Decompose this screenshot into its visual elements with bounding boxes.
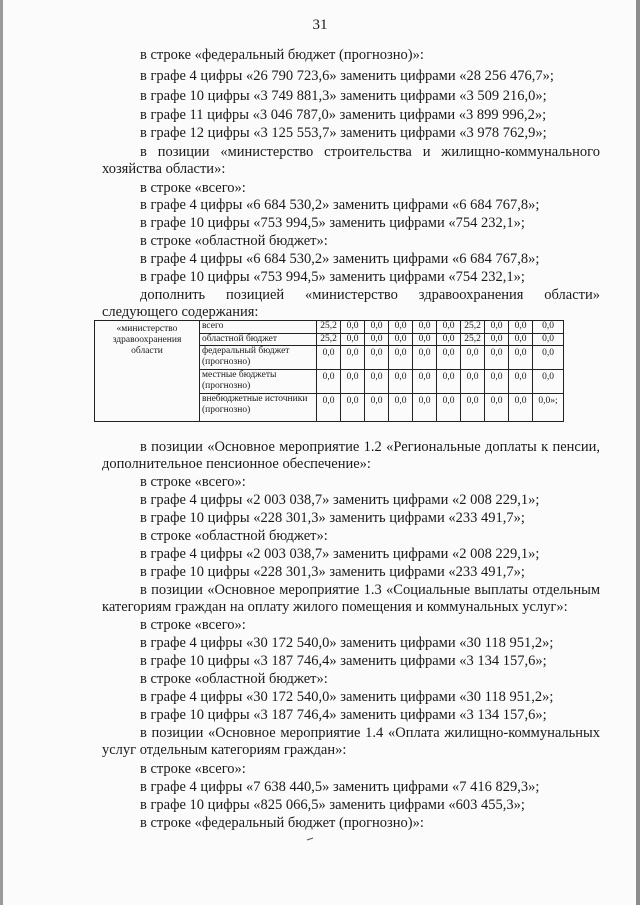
text-line: в графе 4 цифры «2 003 038,7» заменить цифрами «2 008 229,1»; xyxy=(140,546,540,562)
value-cell: 0,0 xyxy=(437,394,461,422)
value-cell: 0,0 xyxy=(485,346,509,370)
value-cell: 0,0 xyxy=(437,321,461,334)
text-line: в графе 4 цифры «7 638 440,5» заменить цифрами «7 416 829,3»; xyxy=(140,779,540,795)
value-cell: 0,0 xyxy=(341,346,365,370)
value-cell: 0,0 xyxy=(533,334,564,346)
value-cell: 0,0 xyxy=(509,394,533,422)
value-cell: 0,0 xyxy=(461,394,485,422)
text-line: в позиции «министерство строительства и жилищно-коммунального xyxy=(140,144,600,160)
text-line: в строке «всего»: xyxy=(140,180,246,196)
value-cell: 0,0 xyxy=(365,334,389,346)
value-cell: 0,0 xyxy=(461,346,485,370)
text-line: в графе 10 цифры «3 187 746,4» заменить цифрами «3 134 157,6»; xyxy=(140,653,547,669)
value-cell: 0,0 xyxy=(413,394,437,422)
value-cell: 0,0 xyxy=(341,394,365,422)
value-cell: 0,0 xyxy=(509,334,533,346)
source-label: внебюджетные источники (прогнозно) xyxy=(200,394,317,422)
text-line: в строке «федеральный бюджет (прогнозно)»: xyxy=(140,815,424,831)
value-cell: 0,0 xyxy=(341,370,365,394)
text-line: в строке «всего»: xyxy=(140,617,246,633)
text-line: в строке «федеральный бюджет (прогнозно)»: xyxy=(140,47,424,63)
scan-edge-left xyxy=(0,0,3,905)
text-line: в графе 10 цифры «3 749 881,3» заменить цифрами «3 509 216,0»; xyxy=(140,88,547,104)
text-line: дополнить позицией «министерство здравоохранения области» xyxy=(140,287,600,303)
text-line: в графе 12 цифры «3 125 553,7» заменить цифрами «3 978 762,9»; xyxy=(140,125,547,141)
value-cell: 0,0 xyxy=(413,334,437,346)
page-number: 31 xyxy=(312,17,328,33)
value-cell: 0,0 xyxy=(533,321,564,334)
value-cell: 0,0 xyxy=(437,346,461,370)
value-cell: 0,0 xyxy=(389,370,413,394)
funding-table xyxy=(94,320,564,422)
text-line: в графе 10 цифры «753 994,5» заменить цифрами «754 232,1»; xyxy=(140,215,525,231)
value-cell: 0,0 xyxy=(533,370,564,394)
scan-speck xyxy=(306,837,314,841)
value-cell: 0,0 xyxy=(485,394,509,422)
text-line: в графе 4 цифры «26 790 723,6» заменить цифрами «28 256 476,7»; xyxy=(140,68,554,84)
text-line: в графе 10 цифры «825 066,5» заменить цифрами «603 455,3»; xyxy=(140,797,525,813)
text-line: дополнительное пенсионное обеспечение»: xyxy=(102,456,371,472)
value-cell: 0,0 xyxy=(317,370,341,394)
text-line: в графе 4 цифры «30 172 540,0» заменить цифрами «30 118 951,2»; xyxy=(140,689,554,705)
value-cell: 25,2 xyxy=(461,334,485,346)
text-line: в графе 10 цифры «3 187 746,4» заменить цифрами «3 134 157,6»; xyxy=(140,707,547,723)
text-line: хозяйства области»: xyxy=(102,161,226,177)
value-cell: 0,0 xyxy=(389,394,413,422)
value-cell: 0,0 xyxy=(461,370,485,394)
value-cell: 0,0 xyxy=(365,370,389,394)
value-cell: 0,0 xyxy=(437,370,461,394)
source-label: областной бюджет xyxy=(200,334,317,346)
text-line: в строке «всего»: xyxy=(140,761,246,777)
text-line: в графе 10 цифры «228 301,3» заменить цифрами «233 491,7»; xyxy=(140,564,525,580)
value-cell: 0,0 xyxy=(389,321,413,334)
source-label: местные бюджеты (прогнозно) xyxy=(200,370,317,394)
value-cell: 25,2 xyxy=(461,321,485,334)
value-cell: 25,2 xyxy=(317,334,341,346)
text-line: в позиции «Основное мероприятие 1.4 «Оплата жилищно-коммунальных xyxy=(140,725,600,741)
text-line: категориям граждан на оплату жилого помещения и коммунальных услуг»: xyxy=(102,599,568,615)
value-cell: 0,0 xyxy=(341,334,365,346)
value-cell: 0,0 xyxy=(485,334,509,346)
text-line: в строке «всего»: xyxy=(140,474,246,490)
text-line: в графе 4 цифры «6 684 530,2» заменить цифрами «6 684 767,8»; xyxy=(140,251,540,267)
table-row xyxy=(95,321,564,334)
text-line: в строке «областной бюджет»: xyxy=(140,528,328,544)
value-cell: 0,0 xyxy=(485,321,509,334)
value-cell: 0,0 xyxy=(365,394,389,422)
text-line: услуг отдельным категориям граждан»: xyxy=(102,742,347,758)
text-line: в строке «областной бюджет»: xyxy=(140,233,328,249)
value-cell: 0,0 xyxy=(413,346,437,370)
value-cell: 0,0 xyxy=(509,321,533,334)
source-label: федеральный бюджет (прогнозно) xyxy=(200,346,317,370)
text-line: в позиции «Основное мероприятие 1.2 «Региональные доплаты к пенсии, xyxy=(140,439,600,455)
text-line: в позиции «Основное мероприятие 1.3 «Социальные выплаты отдельным xyxy=(140,582,600,598)
text-line: в графе 10 цифры «753 994,5» заменить цифрами «754 232,1»; xyxy=(140,269,525,285)
value-cell: 0,0 xyxy=(389,334,413,346)
value-cell: 0,0 xyxy=(413,370,437,394)
text-line: следующего содержания: xyxy=(102,304,259,320)
value-cell: 0,0 xyxy=(509,346,533,370)
source-label: всего xyxy=(200,321,317,334)
text-line: в графе 11 цифры «3 046 787,0» заменить цифрами «3 899 996,2»; xyxy=(140,107,547,123)
value-cell: 0,0 xyxy=(389,346,413,370)
text-line: в графе 4 цифры «30 172 540,0» заменить цифрами «30 118 951,2»; xyxy=(140,635,554,651)
text-line: в графе 10 цифры «228 301,3» заменить цифрами «233 491,7»; xyxy=(140,510,525,526)
value-cell: 0,0 xyxy=(341,321,365,334)
value-cell: 0,0»; xyxy=(533,394,564,422)
value-cell: 0,0 xyxy=(365,346,389,370)
value-cell: 0,0 xyxy=(485,370,509,394)
value-cell: 0,0 xyxy=(509,370,533,394)
entity-name-cell: «министерство здравоохранения области xyxy=(95,321,200,422)
value-cell: 0,0 xyxy=(317,346,341,370)
value-cell: 25,2 xyxy=(317,321,341,334)
value-cell: 0,0 xyxy=(317,394,341,422)
text-line: в графе 4 цифры «2 003 038,7» заменить цифрами «2 008 229,1»; xyxy=(140,492,540,508)
text-line: в графе 4 цифры «6 684 530,2» заменить цифрами «6 684 767,8»; xyxy=(140,197,540,213)
value-cell: 0,0 xyxy=(533,346,564,370)
scan-edge-right xyxy=(636,0,640,905)
value-cell: 0,0 xyxy=(365,321,389,334)
value-cell: 0,0 xyxy=(413,321,437,334)
value-cell: 0,0 xyxy=(437,334,461,346)
text-line: в строке «областной бюджет»: xyxy=(140,671,328,687)
